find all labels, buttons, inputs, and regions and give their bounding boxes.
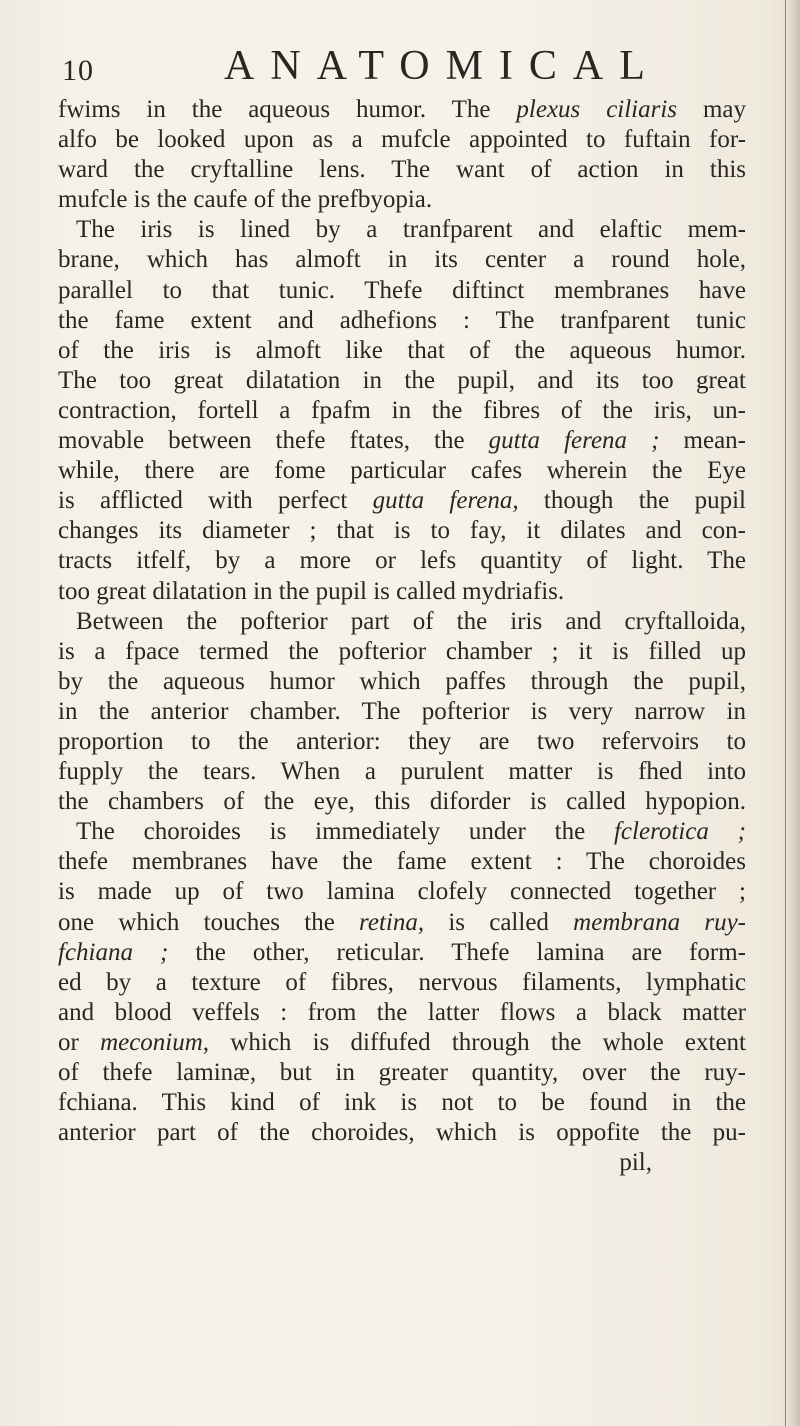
italic-term: gutta ferena ; <box>488 427 660 455</box>
text-segment: fchiana. This kind of ink is not to be found in the <box>58 1089 746 1117</box>
text-line <box>58 516 746 546</box>
text-line <box>58 1088 746 1118</box>
text-line <box>58 336 746 366</box>
text-segment: is called <box>424 908 574 936</box>
text-segment: the fame extent and adhefions : The tranfparent tunic <box>58 306 746 334</box>
text-segment: contraction, fortell a fpafm in the fibres of the iris, un- <box>58 396 746 424</box>
text-segment: mean- <box>659 427 746 455</box>
text-segment: The iris is lined by a tranfparent and elaftic mem- <box>76 216 746 244</box>
text-line <box>58 667 746 697</box>
text-segment: movable between thefe ftates, the <box>58 427 489 455</box>
text-line <box>58 727 746 757</box>
italic-term: fchiana ; <box>58 938 169 966</box>
text-segment: proportion to the anterior: they are two refervoirs to <box>58 727 746 755</box>
text-line <box>58 185 746 215</box>
text-segment: changes its diameter ; that is to fay, it dilates and con- <box>58 517 746 545</box>
italic-term: plexus ciliaris <box>516 96 678 123</box>
text-segment: The choroides is immediately under the <box>76 818 614 846</box>
text-segment: tracts itfelf, by a more or lefs quantity of light. The <box>58 547 746 575</box>
text-line <box>58 95 746 125</box>
text-line <box>58 366 746 396</box>
running-head <box>62 40 742 100</box>
text-segment: of thefe laminæ, but in greater quantity, over the ruy- <box>58 1059 746 1086</box>
catchword: pil, <box>619 1149 652 1177</box>
text-line <box>58 155 746 185</box>
text-segment: of the iris is almoft like that of the aqueous humor. <box>58 336 746 364</box>
text-line <box>58 787 746 817</box>
italic-term: membrana ruy- <box>573 908 746 936</box>
text-segment: parallel to that tunic. Thefe diftinct membranes have <box>58 276 746 304</box>
text-line <box>58 426 746 456</box>
text-line <box>58 877 746 907</box>
text-line <box>58 847 746 877</box>
text-line <box>58 697 746 727</box>
italic-term: gutta ferena, <box>372 487 519 515</box>
text-line <box>58 1028 746 1058</box>
page-gutter-edge <box>785 0 800 1426</box>
text-line <box>58 1118 746 1148</box>
text-segment: Between the pofterior part of the iris and cryftalloida, <box>76 607 746 635</box>
text-segment: mufcle is the caufe of the prefbyopia. <box>58 186 433 214</box>
text-line <box>58 486 746 516</box>
text-segment: may <box>677 96 746 123</box>
text-line <box>58 1058 746 1088</box>
italic-term: meconium, <box>100 1028 210 1056</box>
text-segment: too great dilatation in the pupil is called mydriafis. <box>58 577 565 605</box>
text-segment: thefe membranes have the fame extent : The choroides <box>58 848 746 876</box>
text-segment: fwims in the aqueous humor. The <box>58 96 517 123</box>
text-segment: fupply the tears. When a purulent matter is fhed into <box>58 758 746 786</box>
text-line <box>58 968 746 998</box>
text-segment: in the anterior chamber. The pofterior is very narrow in <box>58 697 746 725</box>
text-segment: which is diffufed through the whole extent <box>209 1028 746 1056</box>
text-segment: one which touches the <box>58 908 360 936</box>
running-title: ANATOMICAL <box>224 43 661 89</box>
text-line <box>58 607 746 637</box>
text-line <box>58 396 746 426</box>
italic-term: retina, <box>359 908 425 936</box>
text-segment: brane, which has almoft in its center a round hole, <box>58 246 746 274</box>
text-segment: The too great dilatation in the pupil, and its too great <box>58 366 746 394</box>
text-segment: is afflicted with perfect <box>58 487 373 515</box>
text-segment: ed by a texture of fibres, nervous filaments, lymphatic <box>58 968 746 996</box>
text-segment: is made up of two lamina clofely connected together ; <box>58 878 746 906</box>
text-segment: or <box>58 1028 101 1056</box>
text-line <box>58 938 746 968</box>
text-segment: by the aqueous humor which paffes through the pupil, <box>58 667 746 695</box>
italic-term: fclerotica ; <box>613 818 746 846</box>
text-line <box>58 215 746 245</box>
body-text <box>58 95 746 1178</box>
text-line <box>58 546 746 576</box>
text-segment: ward the cryftalline lens. The want of action in this <box>58 156 746 184</box>
text-line <box>58 306 746 336</box>
text-line <box>58 125 746 155</box>
text-line <box>58 456 746 486</box>
text-line <box>58 817 746 847</box>
text-segment: while, there are fome particular cafes wherein the Eye <box>58 457 746 485</box>
text-segment: the other, reticular. Thefe lamina are form- <box>168 938 746 966</box>
text-segment: is a fpace termed the pofterior chamber ; it is filled up <box>58 637 746 665</box>
text-segment: alfo be looked upon as a mufcle appointed to fuftain for- <box>58 126 746 154</box>
text-line <box>58 245 746 275</box>
text-segment: the chambers of the eye, this diforder is called hypopion. <box>58 788 746 816</box>
text-line <box>58 757 746 787</box>
text-line <box>58 637 746 667</box>
text-segment: and blood veffels : from the latter flows a black matter <box>58 998 746 1026</box>
text-line <box>58 276 746 306</box>
text-segment: anterior part of the choroides, which is oppofite the pu- <box>58 1119 746 1147</box>
text-segment: though the pupil <box>518 487 746 515</box>
text-line <box>58 577 746 607</box>
text-line <box>58 908 746 938</box>
page-number: 10 <box>62 54 94 87</box>
text-line <box>58 998 746 1028</box>
